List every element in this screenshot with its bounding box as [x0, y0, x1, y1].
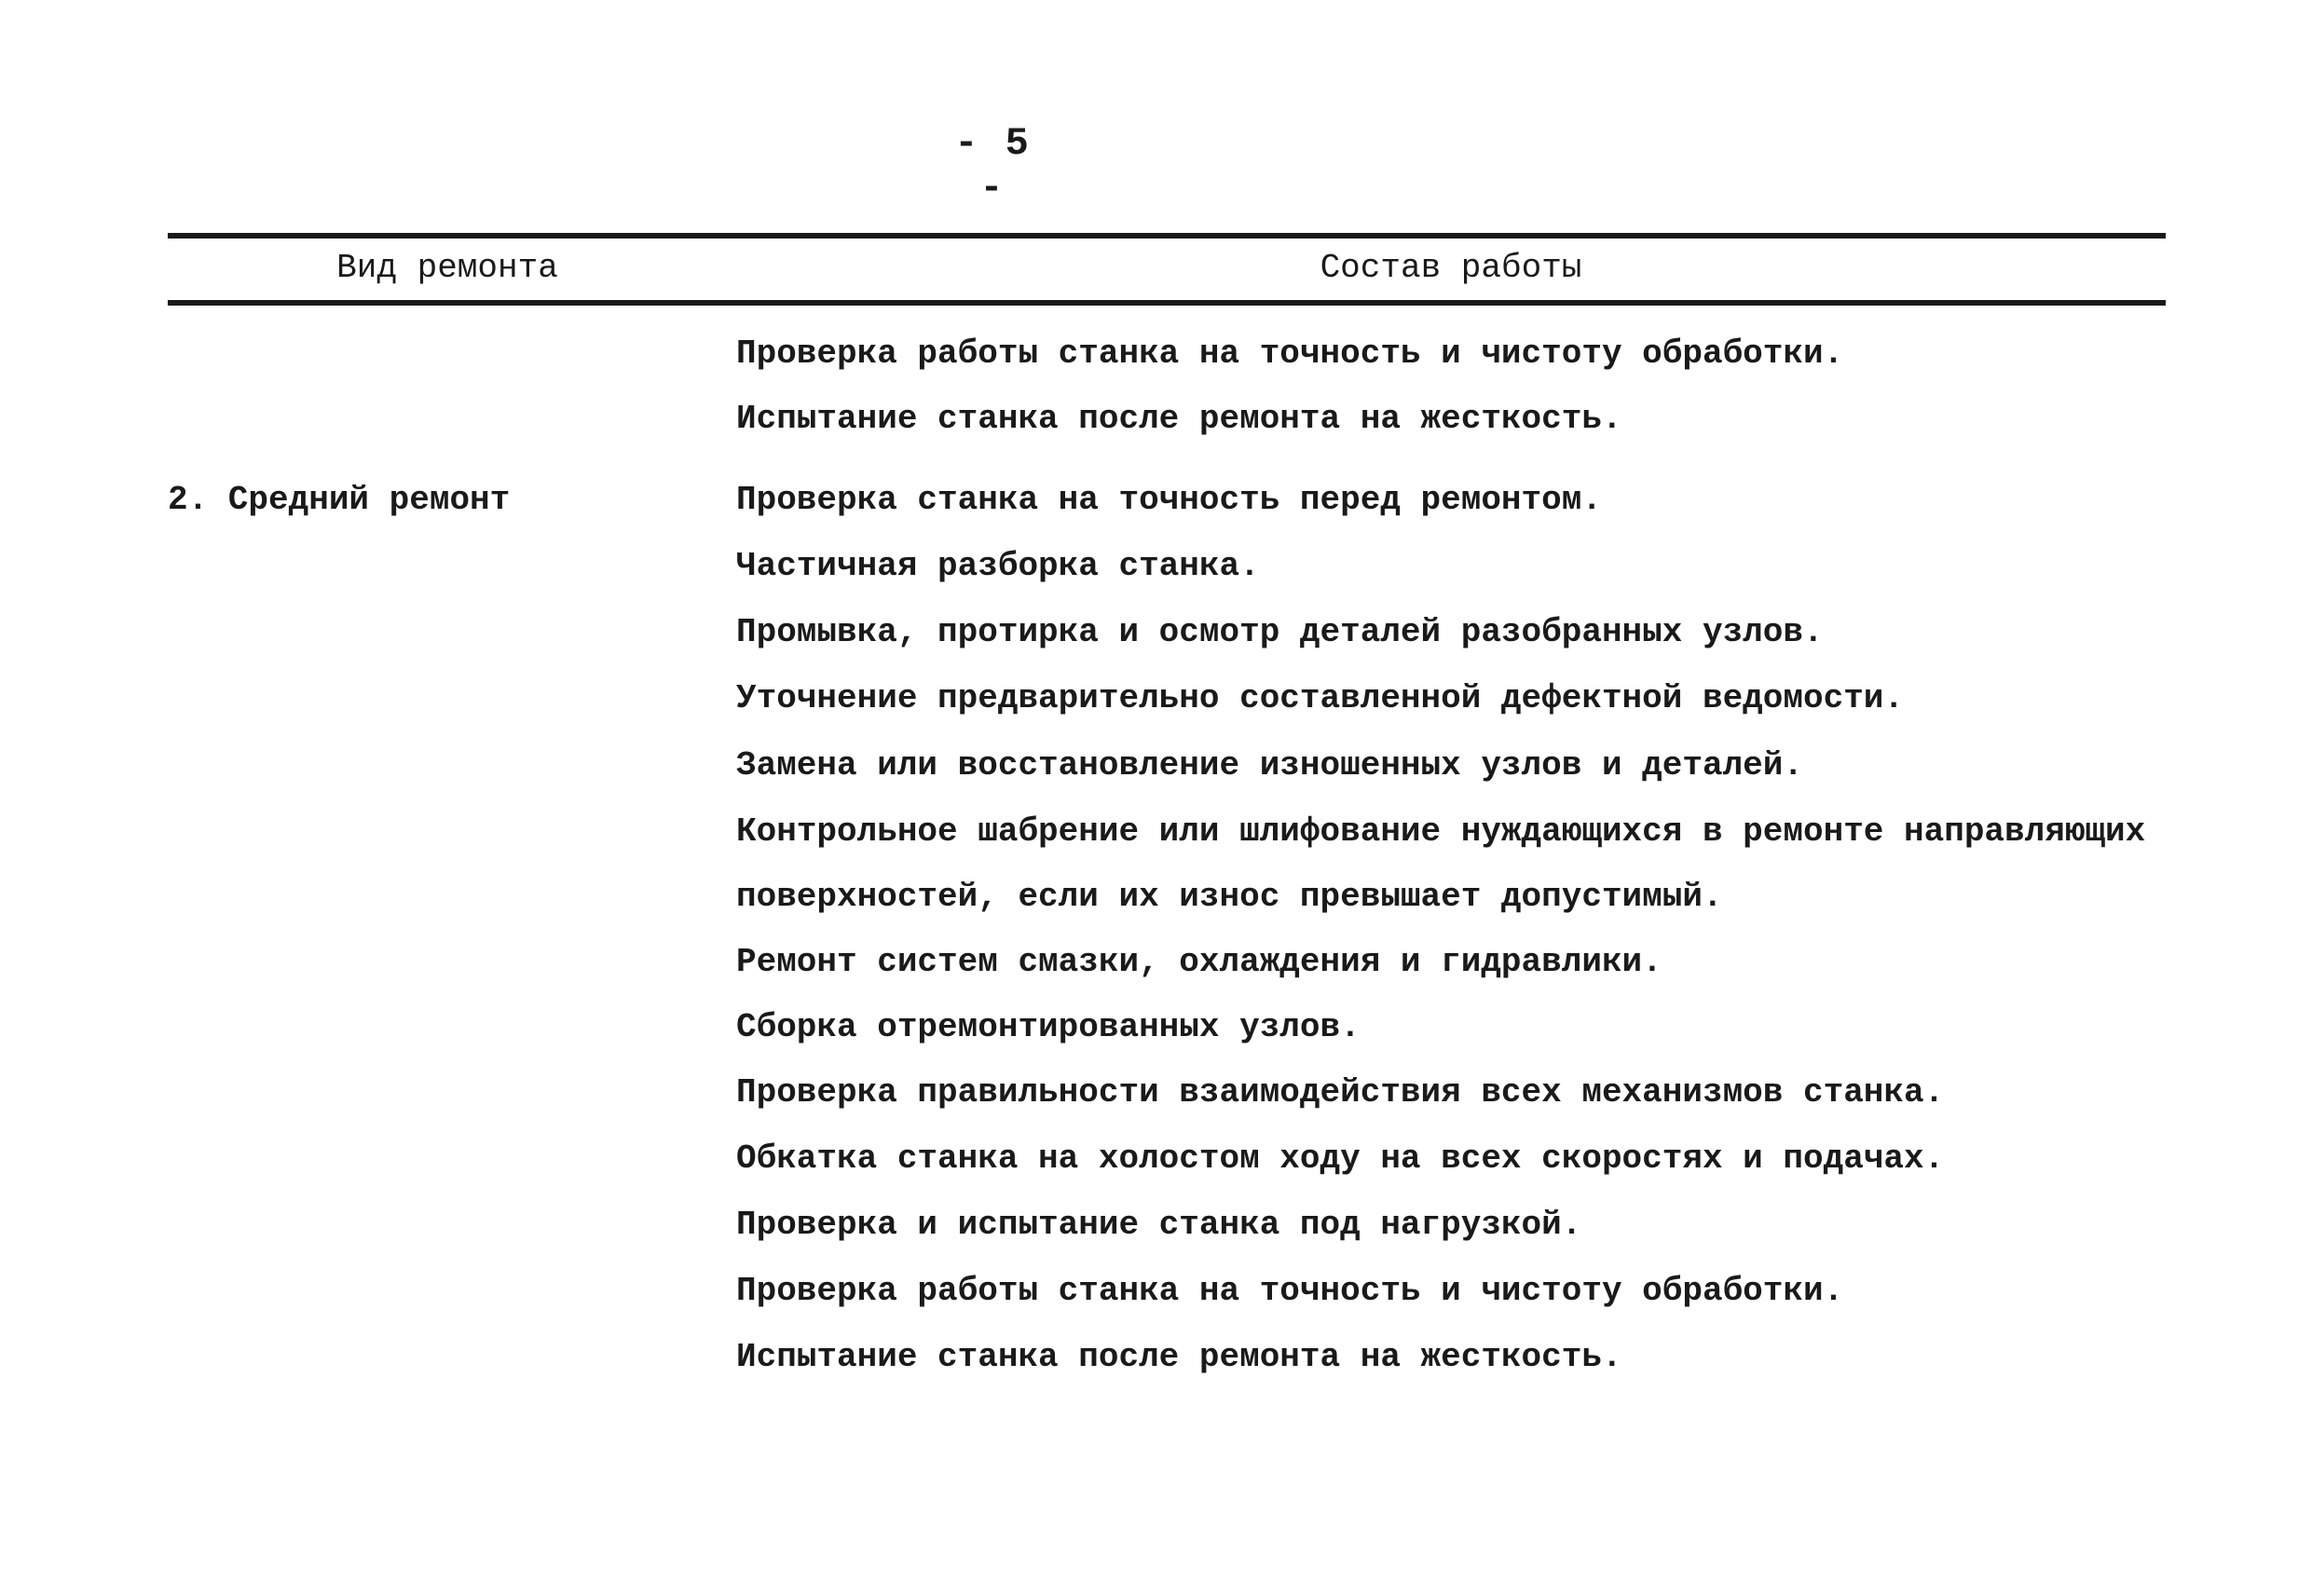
table-header-rule — [168, 300, 2166, 306]
work-line: Контрольное шабрение или шлифование нуждающихся в ремонте направляющих — [736, 812, 2146, 851]
work-line: Сборка отремонтированных узлов. — [736, 1008, 1361, 1046]
work-line: Проверка и испытание станка под нагрузкой. — [736, 1206, 1582, 1244]
work-line: Ремонт систем смазки, охлаждения и гидравлики. — [736, 943, 1662, 981]
column-header-repair-type: Вид ремонта — [336, 249, 558, 287]
work-line: Обкатка станка на холостом ходу на всех скоростях и подачах. — [736, 1139, 1945, 1178]
work-line: Проверка работы станка на точность и чистоту обработки. — [736, 1272, 1844, 1310]
repair-type-label: 2. Средний ремонт — [168, 481, 511, 519]
work-line: Испытание станка после ремонта на жесткость. — [736, 400, 1622, 438]
work-line: Проверка правильности взаимодействия всех механизмов станка. — [736, 1073, 1945, 1112]
page-number: - 5 - — [954, 121, 1031, 211]
column-header-work-content: Состав работы — [1320, 249, 1582, 287]
table-top-rule — [168, 233, 2166, 239]
work-line: Частичная разборка станка. — [736, 547, 1260, 585]
work-line: Проверка станка на точность перед ремонтом. — [736, 481, 1602, 519]
work-line: поверхностей, если их износ превышает допустимый. — [736, 878, 1723, 916]
work-line: Уточнение предварительно составленной дефектной ведомости. — [736, 679, 1905, 717]
work-line: Проверка работы станка на точность и чистоту обработки. — [736, 334, 1844, 373]
work-line: Испытание станка после ремонта на жесткость. — [736, 1338, 1622, 1376]
work-line: Промывка, протирка и осмотр деталей разобранных узлов. — [736, 613, 1824, 651]
work-line: Замена или восстановление изношенных узлов и деталей. — [736, 746, 1803, 784]
